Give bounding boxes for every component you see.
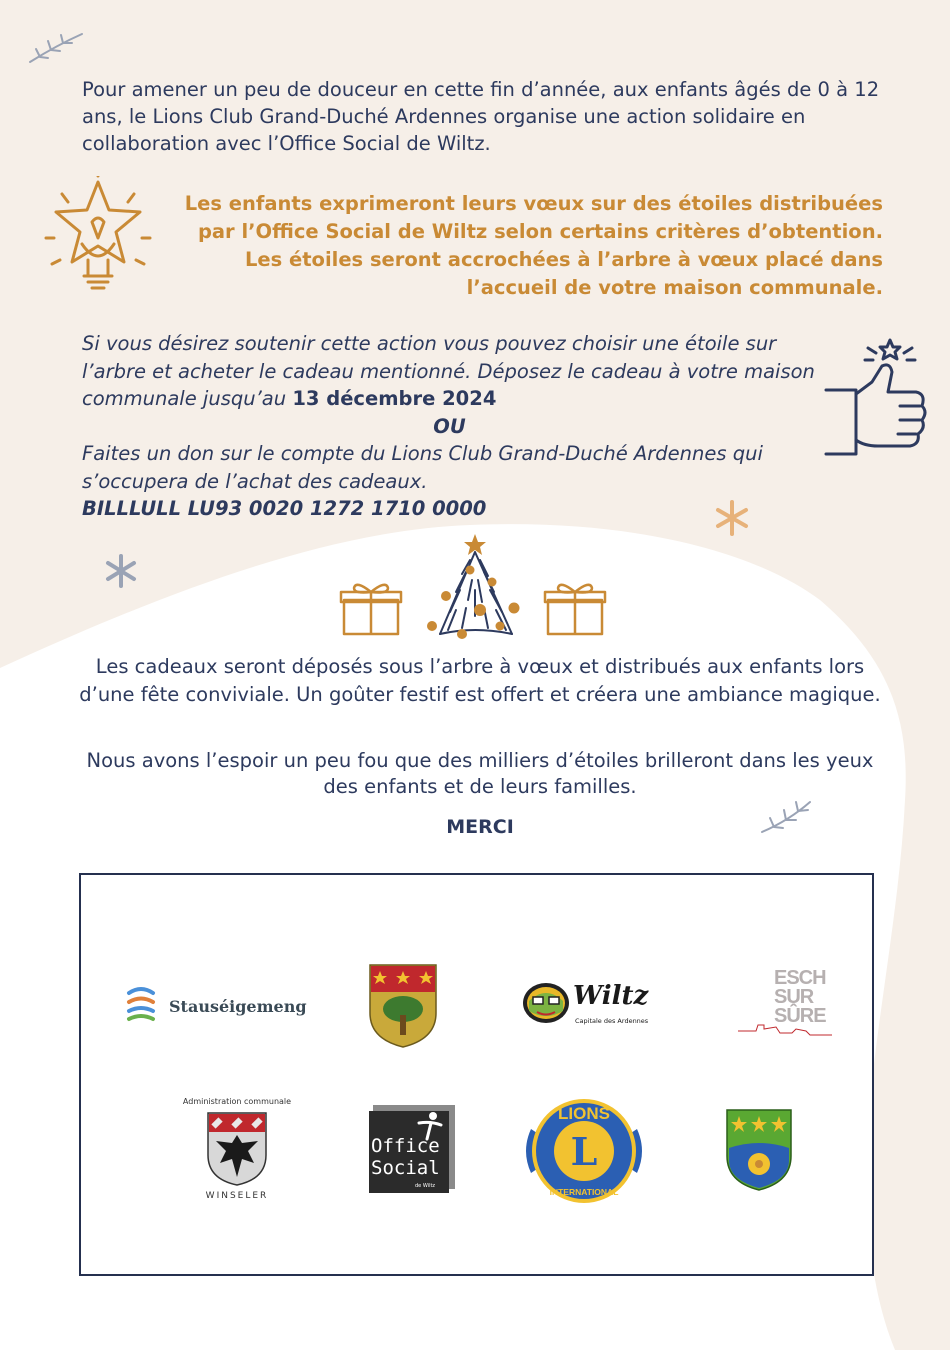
office-line: Social bbox=[371, 1157, 440, 1179]
winseler-coat-of-arms bbox=[206, 1111, 268, 1187]
lions-label: LIONS bbox=[558, 1104, 610, 1123]
snowflake-icon bbox=[102, 554, 140, 588]
wiltz-logo bbox=[521, 979, 661, 1029]
snowflake-icon bbox=[712, 500, 752, 536]
esch-line: ESCH bbox=[774, 967, 826, 989]
winseler-logo bbox=[181, 1097, 293, 1209]
support-text: Si vous désirez soutenir cette action vous pouvez choisir une étoile sur l’arbre et acheter le cadeau mentionné. Déposez le cadeau à votre maison communale jusqu’au bbox=[82, 332, 815, 410]
gift-icon bbox=[338, 578, 404, 638]
branch-icon bbox=[26, 28, 86, 68]
office-line: Office bbox=[371, 1135, 440, 1157]
star-lightbulb-icon bbox=[42, 176, 154, 298]
lions-international-logo bbox=[519, 1089, 649, 1213]
orange-line: Les enfants exprimeront leurs vœux sur des étoiles distribuées bbox=[184, 192, 883, 215]
partner-logos-panel bbox=[79, 873, 874, 1276]
hope-paragraph: Nous avons l’espoir un peu fou que des milliers d’étoiles brilleront dans les yeux des enfants et de leurs familles. bbox=[86, 749, 874, 798]
deadline-date: 13 décembre 2024 bbox=[292, 387, 497, 410]
intro-paragraph: Pour amener un peu de douceur en cette fin d’année, aux enfants âgés de 0 à 12 ans, le Lions Club Grand-Duché Ardennes organise une action solidaire en collaboration avec l’Office Social de Wiltz. bbox=[82, 78, 880, 155]
wiltz-face-icon bbox=[521, 981, 571, 1025]
orange-line: Les étoiles seront accrochées à l’arbre à vœux placé dans bbox=[244, 248, 883, 271]
orange-line: par l’Office Social de Wiltz selon certains critères d’obtention. bbox=[197, 220, 883, 243]
esch-line: SÛRE bbox=[774, 1005, 826, 1027]
christmas-tree-icon bbox=[420, 530, 530, 644]
castle-outline-icon bbox=[736, 1013, 836, 1041]
support-block bbox=[82, 330, 822, 523]
gifts-paragraph: Les cadeaux seront déposés sous l’arbre à vœux et distribués aux enfants lors d’une fête conviviale. Un goûter festif est offert et créera une ambiance magique. bbox=[79, 655, 881, 706]
lions-l-letter: L bbox=[570, 1129, 598, 1174]
stauseeigemeng-waves-icon bbox=[123, 985, 159, 1023]
support-paragraph bbox=[82, 330, 822, 413]
branch-icon bbox=[758, 798, 814, 838]
wiltz-coat-of-arms bbox=[368, 963, 438, 1049]
stauseeigemeng-logo bbox=[123, 985, 313, 1025]
donation-text: Faites un don sur le compte du Lions Club Grand-Duché Ardennes qui s’occupera de l’achat des cadeaux. bbox=[82, 442, 763, 493]
esch-sur-sure-logo bbox=[736, 969, 836, 1041]
stauseeigemeng-label: Stauséigemeng bbox=[169, 997, 307, 1016]
or-label: OU bbox=[433, 414, 466, 438]
lions-intl-label: INTERNATIONAL bbox=[549, 1187, 619, 1197]
winseler-admin-label: Administration communale bbox=[182, 1097, 292, 1106]
wiltz-label: Wiltz bbox=[573, 981, 649, 1011]
green-coat-of-arms bbox=[725, 1108, 793, 1192]
orange-info-block bbox=[150, 190, 883, 302]
orange-line: l’accueil de votre maison communale. bbox=[466, 276, 883, 299]
wiltz-subtitle: Capitale des Ardennes bbox=[575, 1017, 649, 1025]
office-subtitle: de Wiltz bbox=[415, 1183, 436, 1189]
winseler-label: WINSELER bbox=[205, 1191, 269, 1201]
esch-line: SUR bbox=[774, 986, 814, 1008]
office-social-logo bbox=[369, 1105, 455, 1193]
gift-icon bbox=[542, 578, 608, 638]
iban: BILLLULL LU93 0020 1272 1710 0000 bbox=[82, 497, 487, 520]
merci-text: MERCI bbox=[446, 816, 514, 838]
thumbs-up-icon bbox=[820, 336, 930, 460]
